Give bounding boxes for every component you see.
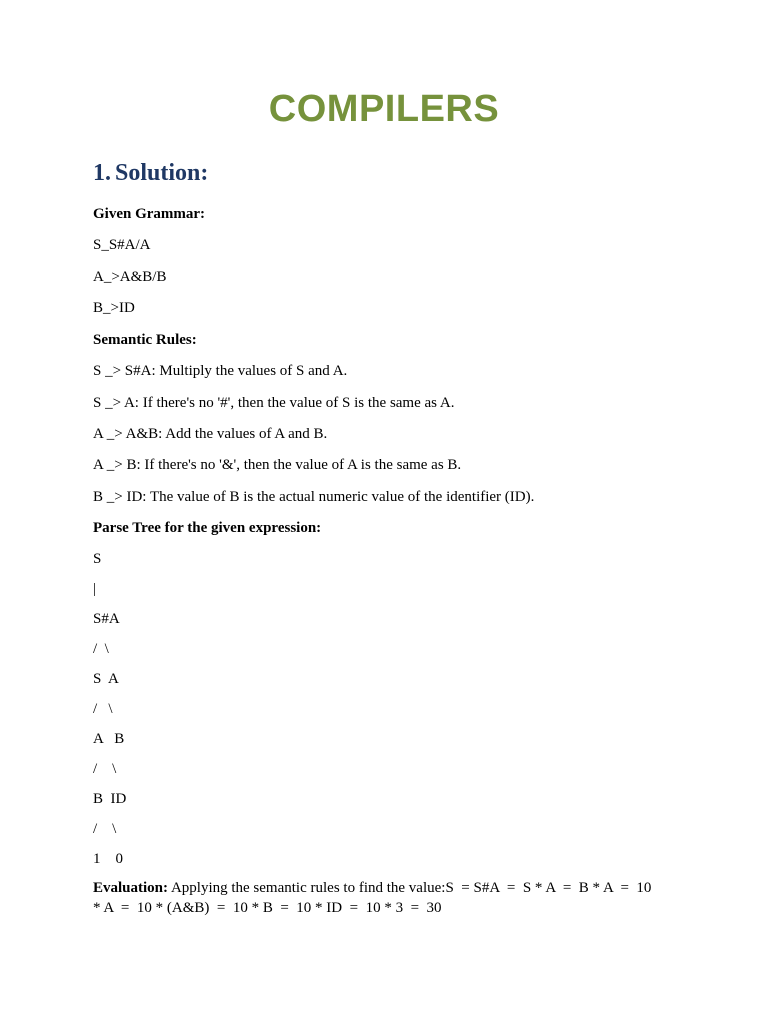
parse-tree-line: S A (93, 671, 119, 687)
evaluation-label: Evaluation: (93, 880, 169, 896)
parse-tree-line: / \ (93, 761, 117, 777)
parse-tree-line: S (93, 551, 102, 567)
document-title: COMPILERS (268, 88, 500, 130)
evaluation-paragraph (93, 878, 693, 918)
parse-tree-line: 1 0 (93, 851, 123, 867)
semantic-rule: S _> A: If there's no '#', then the value of S is the same as A. (93, 395, 455, 411)
given-grammar-heading: Given Grammar: (93, 206, 206, 222)
evaluation-text-line-2: * A = 10 * (A&B) = 10 * B = 10 * ID = 10 * 3 = 30 (93, 900, 442, 916)
parse-tree-line: B ID (93, 791, 127, 807)
parse-tree-line: / \ (93, 821, 117, 837)
semantic-rule: A _> A&B: Add the values of A and B. (93, 426, 328, 442)
semantic-rule: S _> S#A: Multiply the values of S and A. (93, 363, 348, 379)
parse-tree-heading: Parse Tree for the given expression: (93, 520, 322, 536)
grammar-rule: A_>A&B/B (93, 269, 167, 285)
semantic-rule: A _> B: If there's no '&', then the value of A is the same as B. (93, 457, 462, 473)
parse-tree-line: / \ (93, 701, 113, 717)
section-number: 1. (93, 160, 111, 186)
parse-tree-line: / \ (93, 641, 109, 657)
parse-tree-line: | (93, 581, 97, 597)
semantic-rules-heading: Semantic Rules: (93, 332, 197, 348)
semantic-rule: B _> ID: The value of B is the actual numeric value of the identifier (ID). (93, 489, 535, 505)
parse-tree-line: A B (93, 731, 125, 747)
grammar-rule: B_>ID (93, 300, 135, 316)
section-heading (93, 160, 208, 187)
grammar-rule: S_S#A/A (93, 237, 151, 253)
parse-tree-line: S#A (93, 611, 120, 627)
evaluation-text-line-1: Applying the semantic rules to find the value:S = S#A = S * A = B * A = 10 (168, 880, 652, 896)
section-title: Solution: (115, 160, 209, 186)
